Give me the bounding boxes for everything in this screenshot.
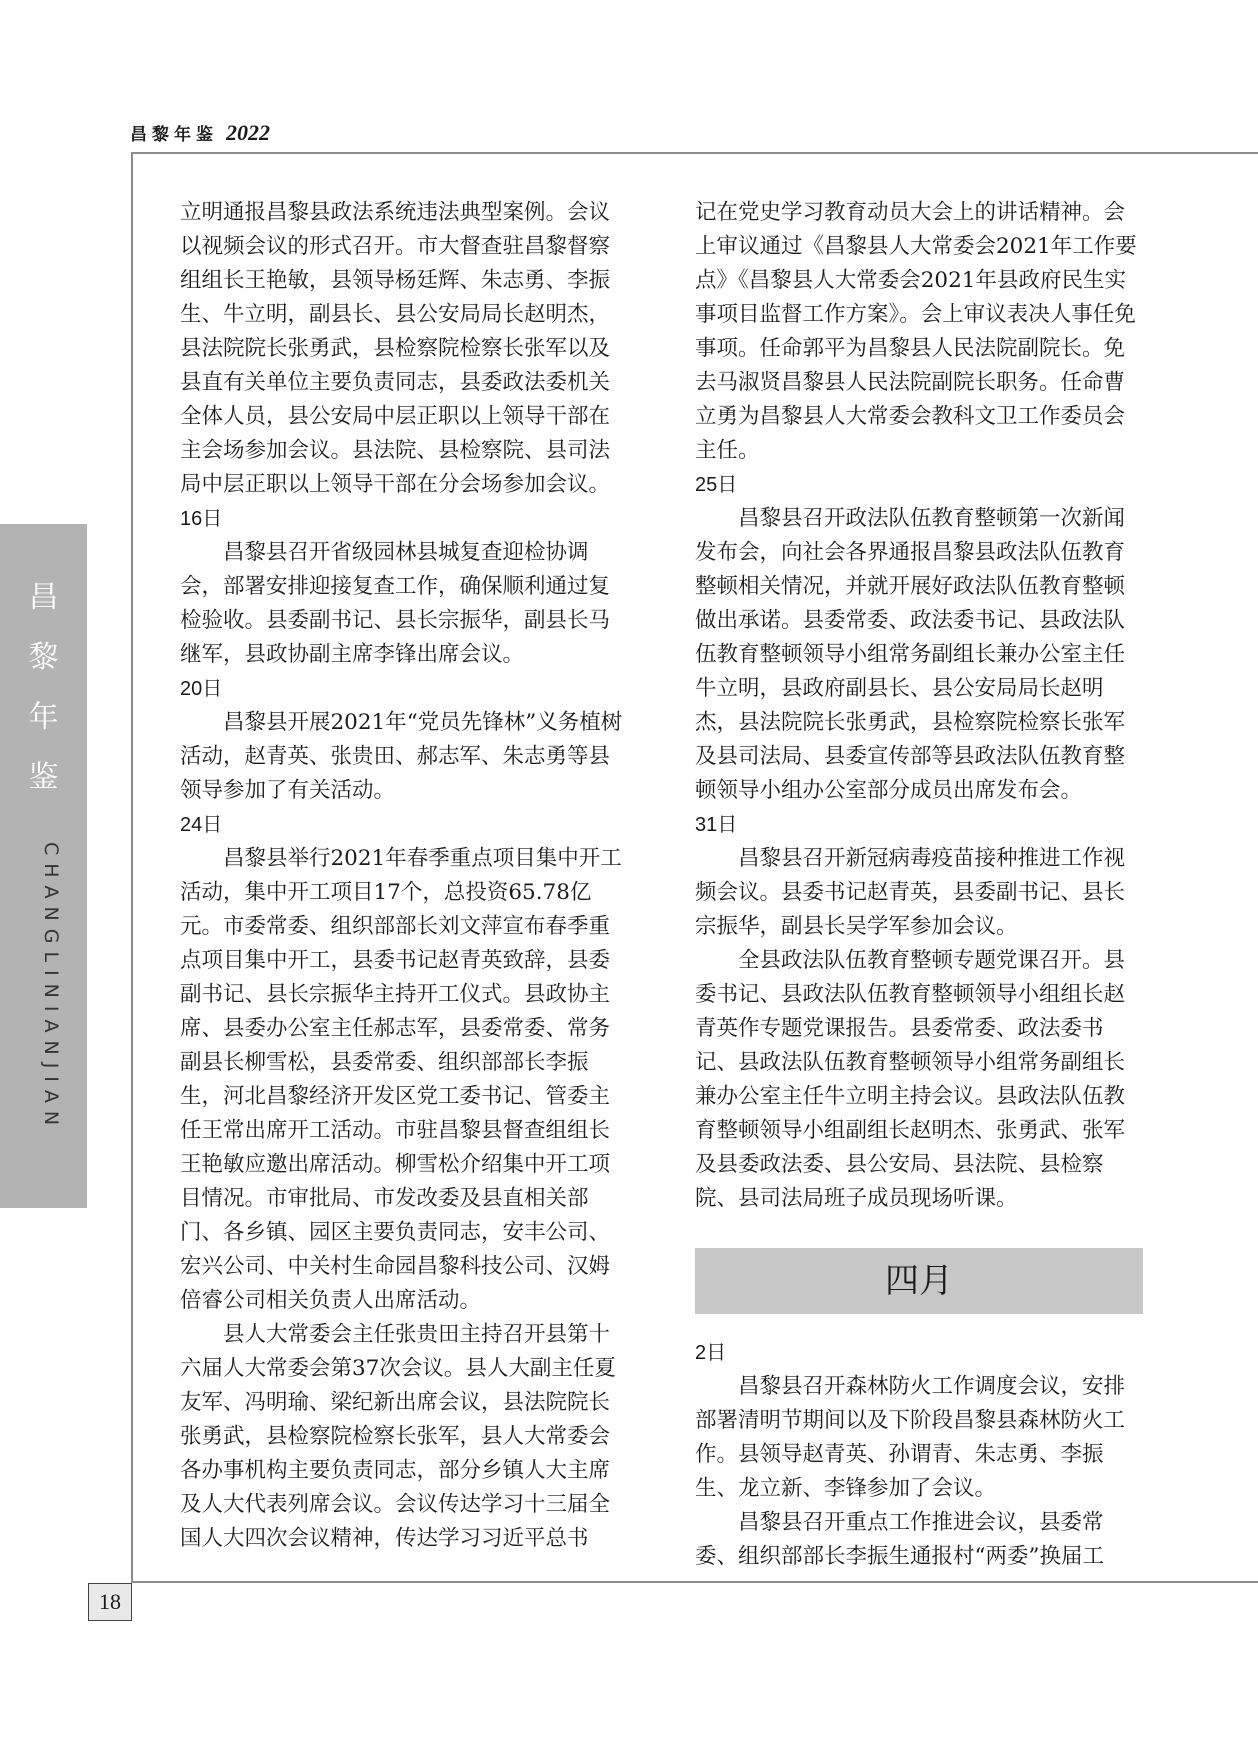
frame-left-rule [131, 152, 133, 1582]
month-banner [695, 1248, 1143, 1314]
right-column-top [695, 196, 1139, 1216]
right-column [695, 196, 1139, 1574]
entry-paragraph: 全县政法队伍教育整顿专题党课召开。县委书记、县政法队伍教育整顿领导小组组长赵青英作专题党课报告。县委常委、政法委书记、县政法队伍教育整顿领导小组常务副组长兼办公室主任牛立明主持会议。县政法队伍教育整顿领导小组副组长赵明杰、张勇武、张军及县委政法委、县公安局、县法院、县检察院、县司法局班子成员现场听课。 [695, 948, 1126, 1211]
month-label: 四月 [885, 1261, 953, 1301]
page-number: 18 [88, 1583, 132, 1621]
frame-top-rule [131, 152, 1258, 154]
side-tab-char: 黎 [28, 640, 59, 675]
entry-paragraph: 昌黎县举行2021年春季重点项目集中开工活动，集中开工项目17个，总投资65.78亿元。市委常委、组织部部长刘文萍宣布春季重点项目集中开工，县委书记赵青英致辞，县委副书记、县长宗振华主持开工仪式。县政协主席、县委办公室主任郝志军，县委常委、常务副县长柳雪松，县委常委、组织部部长李振生，河北昌黎经济开发区党工委书记、管委主任王常出席开工活动。市驻昌黎县督查组组长王艳敏应邀出席活动。柳雪松介绍集中开工项目情况。市审批局、市发改委及县直相关部门、各乡镇、园区主要负责同志，安丰公司、宏兴公司、中关村生命园昌黎科技公司、汉姆倍睿公司相关负责人出席活动。 [180, 846, 622, 1313]
entry-paragraph: 立明通报昌黎县政法系统违法典型案例。会议以视频会议的形式召开。市大督查驻昌黎督察组组长王艳敏，县领导杨廷辉、朱志勇、李振生、牛立明，副县长、县公安局局长赵明杰，县法院院长张勇武，县检察院检察长张军以及县直有关单位主要负责同志，县委政法委机关全体人员，县公安局中层正职以上领导干部在主会场参加会议。县法院、县检察院、县司法局中层正职以上领导干部在分会场参加会议。 [180, 200, 611, 497]
entry-paragraph: 昌黎县召开重点工作推进会议，县委常委、组织部部长李振生通报村“两委”换届工 [695, 1510, 1104, 1569]
running-head-year: 2022 [226, 120, 270, 145]
right-column-bottom [695, 1336, 1139, 1574]
entry-paragraph: 昌黎县开展2021年“党员先锋林”义务植树活动，赵青英、张贵田、郝志军、朱志勇等县领导参加了有关活动。 [180, 710, 623, 803]
side-tab-pinyin: CHANGLINIANJIAN [40, 842, 62, 1134]
side-tab-char: 年 [28, 700, 59, 735]
side-tab-char: 昌 [28, 580, 59, 615]
entry-paragraph: 昌黎县召开政法队伍教育整顿第一次新闻发布会，向社会各界通报昌黎县政法队伍教育整顿相关情况，并就开展好政法队伍教育整顿做出承诺。县委常委、政法委书记、县政法队伍教育整顿领导小组常务副组长兼办公室主任牛立明，县政府副县长、县公安局局长赵明杰，县法院院长张勇武，县检察院检察长张军及县司法局、县委宣传部等县政法队伍教育整顿领导小组办公室部分成员出席发布会。 [695, 506, 1126, 803]
date-heading: 24日 [180, 814, 223, 836]
date-heading: 2日 [695, 1342, 727, 1364]
frame-bottom-rule [131, 1581, 1258, 1583]
left-column [180, 196, 624, 1556]
entry-paragraph: 记在党史学习教育动员大会上的讲话精神。会上审议通过《昌黎县人大常委会2021年工作要点》《昌黎县人大常委会2021年县政府民生实事项目监督工作方案》。会上审议表决人事任免事项。任命郭平为昌黎县人民法院副院长。免去马淑贤昌黎县人民法院副院长职务。任命曹立勇为昌黎县人大常委会教科文卫工作委员会主任。 [695, 200, 1137, 463]
running-head [130, 120, 270, 150]
entry-paragraph: 县人大常委会主任张贵田主持召开县第十六届人大常委会第37次会议。县人大副主任夏友军、冯明瑜、梁纪新出席会议，县法院院长张勇武，县检察院检察长张军，县人大常委会各办事机构主要负责同志，部分乡镇人大主席及人大代表列席会议。会议传达学习十三届全国人大四次会议精神，传达学习习近平总书 [180, 1322, 616, 1551]
date-heading: 16日 [180, 508, 223, 530]
entry-paragraph: 昌黎县召开新冠病毒疫苗接种推进工作视频会议。县委书记赵青英，县委副书记、县长宗振华，副县长吴学军参加会议。 [695, 846, 1126, 939]
side-tab-title [0, 568, 87, 808]
entry-paragraph: 昌黎县召开省级园林县城复查迎检协调会，部署安排迎接复查工作，确保顺利通过复检验收。县委副书记、县长宗振华，副县长马继军，县政协副主席李锋出席会议。 [180, 540, 611, 667]
side-tab-char: 鉴 [28, 760, 59, 795]
entry-paragraph: 昌黎县召开森林防火工作调度会议，安排部署清明节期间以及下阶段昌黎县森林防火工作。县领导赵青英、孙谓青、朱志勇、李振生、龙立新、李锋参加了会议。 [695, 1374, 1126, 1501]
date-heading: 20日 [180, 678, 223, 700]
running-head-book-name: 昌黎年鉴 [130, 125, 218, 145]
date-heading: 25日 [695, 474, 738, 496]
date-heading: 31日 [695, 814, 738, 836]
